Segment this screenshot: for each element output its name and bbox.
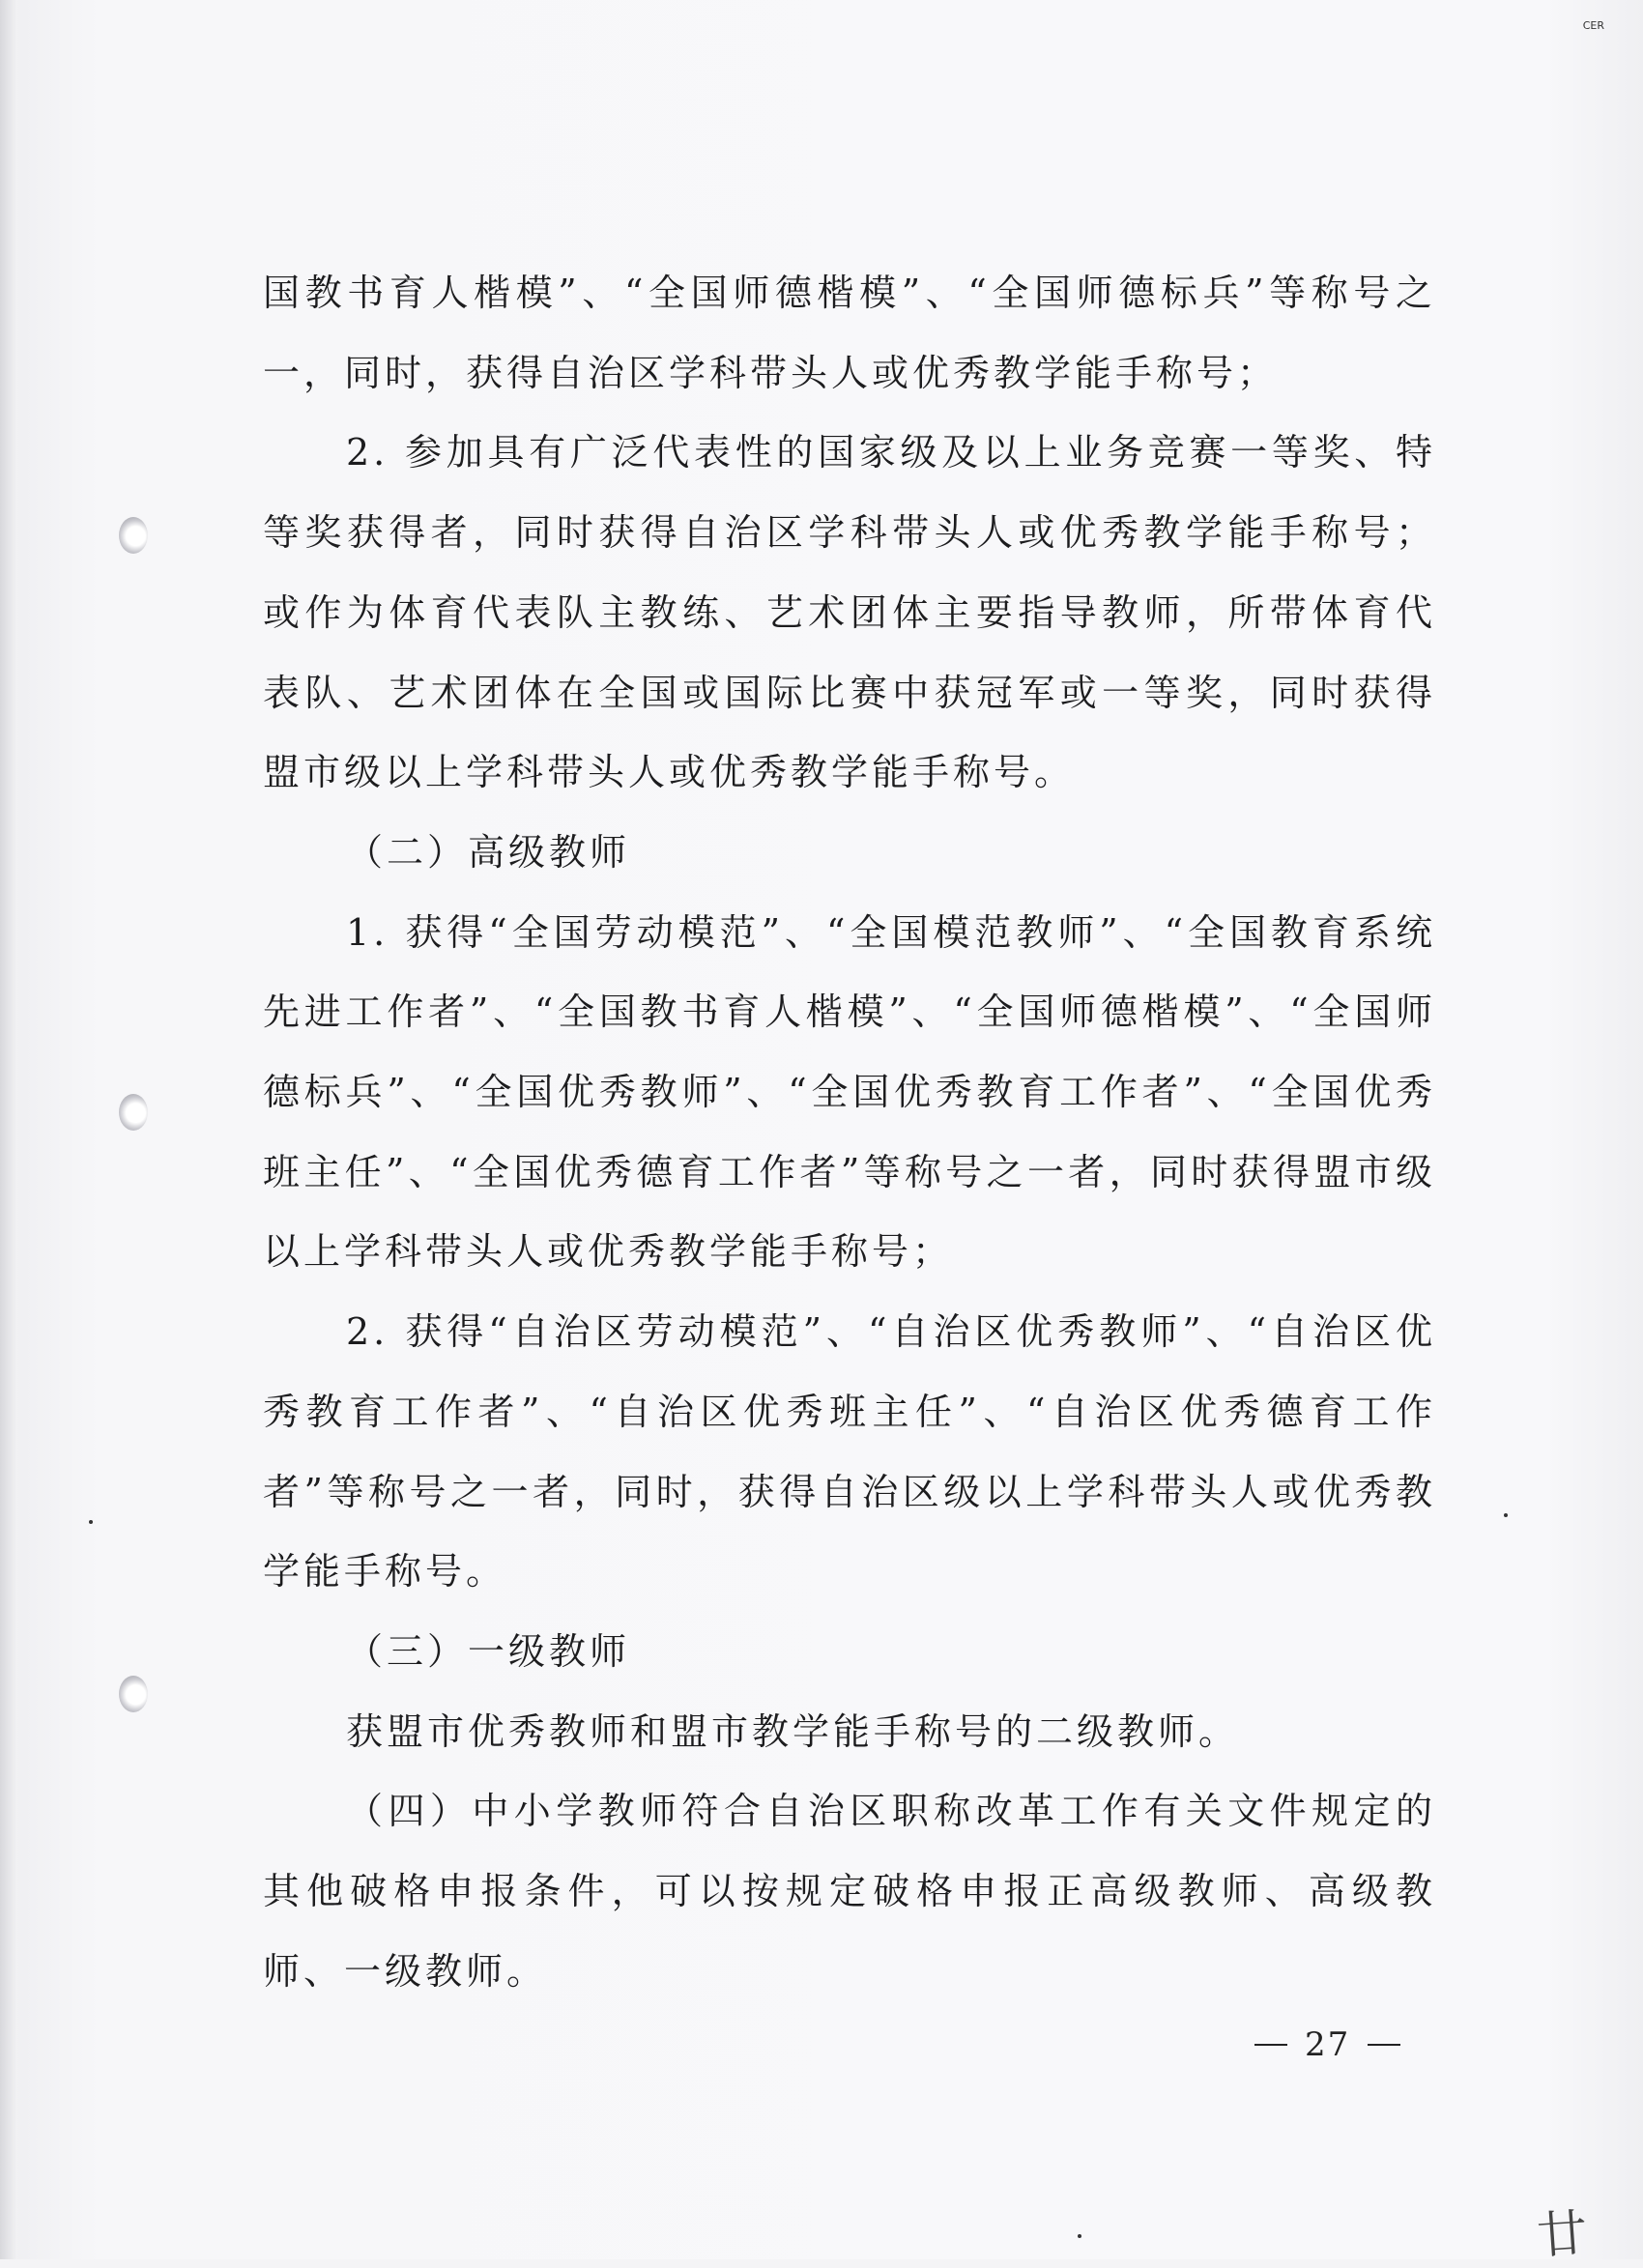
dash-left [1254, 2044, 1287, 2046]
scan-left-edge [0, 0, 17, 2259]
paragraph-item-2: 2. 参加具有广泛代表性的国家级及以上业务竞赛一等奖、特等奖获得者，同时获得自治区学科带头人或优秀教学能手称号；或作为体育代表队主教练、艺术团体主要指导教师，所带体育代表队、艺术团体在全国或国际比赛中获冠军或一等奖，同时获得盟市级以上学科带头人或优秀教学能手称号。 [263, 431, 1436, 794]
punch-hole-icon [119, 1676, 148, 1712]
paragraph-senior-item-1: 1. 获得“全国劳动模范”、“全国模范教师”、“全国教育系统先进工作者”、“全国教书育人楷模”、“全国师德楷模”、“全国师德标兵”、“全国优秀教师”、“全国优秀教育工作者”、“全国优秀班主任”、“全国优秀德育工作者”等称号之一者，同时获得盟市级以上学科带头人或优秀教学能手称号； [263, 910, 1436, 1274]
scan-speck [1504, 1513, 1508, 1517]
punch-hole-icon [119, 1094, 148, 1131]
handwritten-mark: 廿 [1535, 2204, 1590, 2266]
paragraph-senior-item-2: 2. 获得“自治区劳动模范”、“自治区优秀教师”、“自治区优秀教育工作者”、“自治区优秀班主任”、“自治区优秀德育工作者”等称号之一者，同时，获得自治区级以上学科带头人或优秀教学能手称号。 [263, 1310, 1436, 1593]
page-number: 27 [1305, 2025, 1351, 2064]
page-footer [1254, 2025, 1400, 2064]
paragraph-continuation: 国教书育人楷模”、“全国师德楷模”、“全国师德标兵”等称号之一，同时，获得自治区学科带头人或优秀教学能手称号； [263, 272, 1436, 394]
paragraph-first-level: 获盟市优秀教师和盟市教学能手称号的二级教师。 [346, 1709, 1240, 1753]
section-heading-first-level-teacher: （三）一级教师 [346, 1629, 631, 1673]
scan-tag: CER [1582, 19, 1604, 32]
paragraph-exceptional-conditions: （四）中小学教师符合自治区职称改革工作有关文件规定的其他破格申报条件，可以按规定破格申报正高级教师、高级教师、一级教师。 [263, 1790, 1436, 1993]
scan-speck [1078, 2234, 1081, 2238]
punch-hole-icon [119, 517, 148, 554]
dash-right [1368, 2044, 1400, 2046]
scan-speck [89, 1520, 93, 1524]
body-text [263, 253, 1436, 2011]
section-heading-senior-teacher: （二）高级教师 [346, 830, 631, 874]
